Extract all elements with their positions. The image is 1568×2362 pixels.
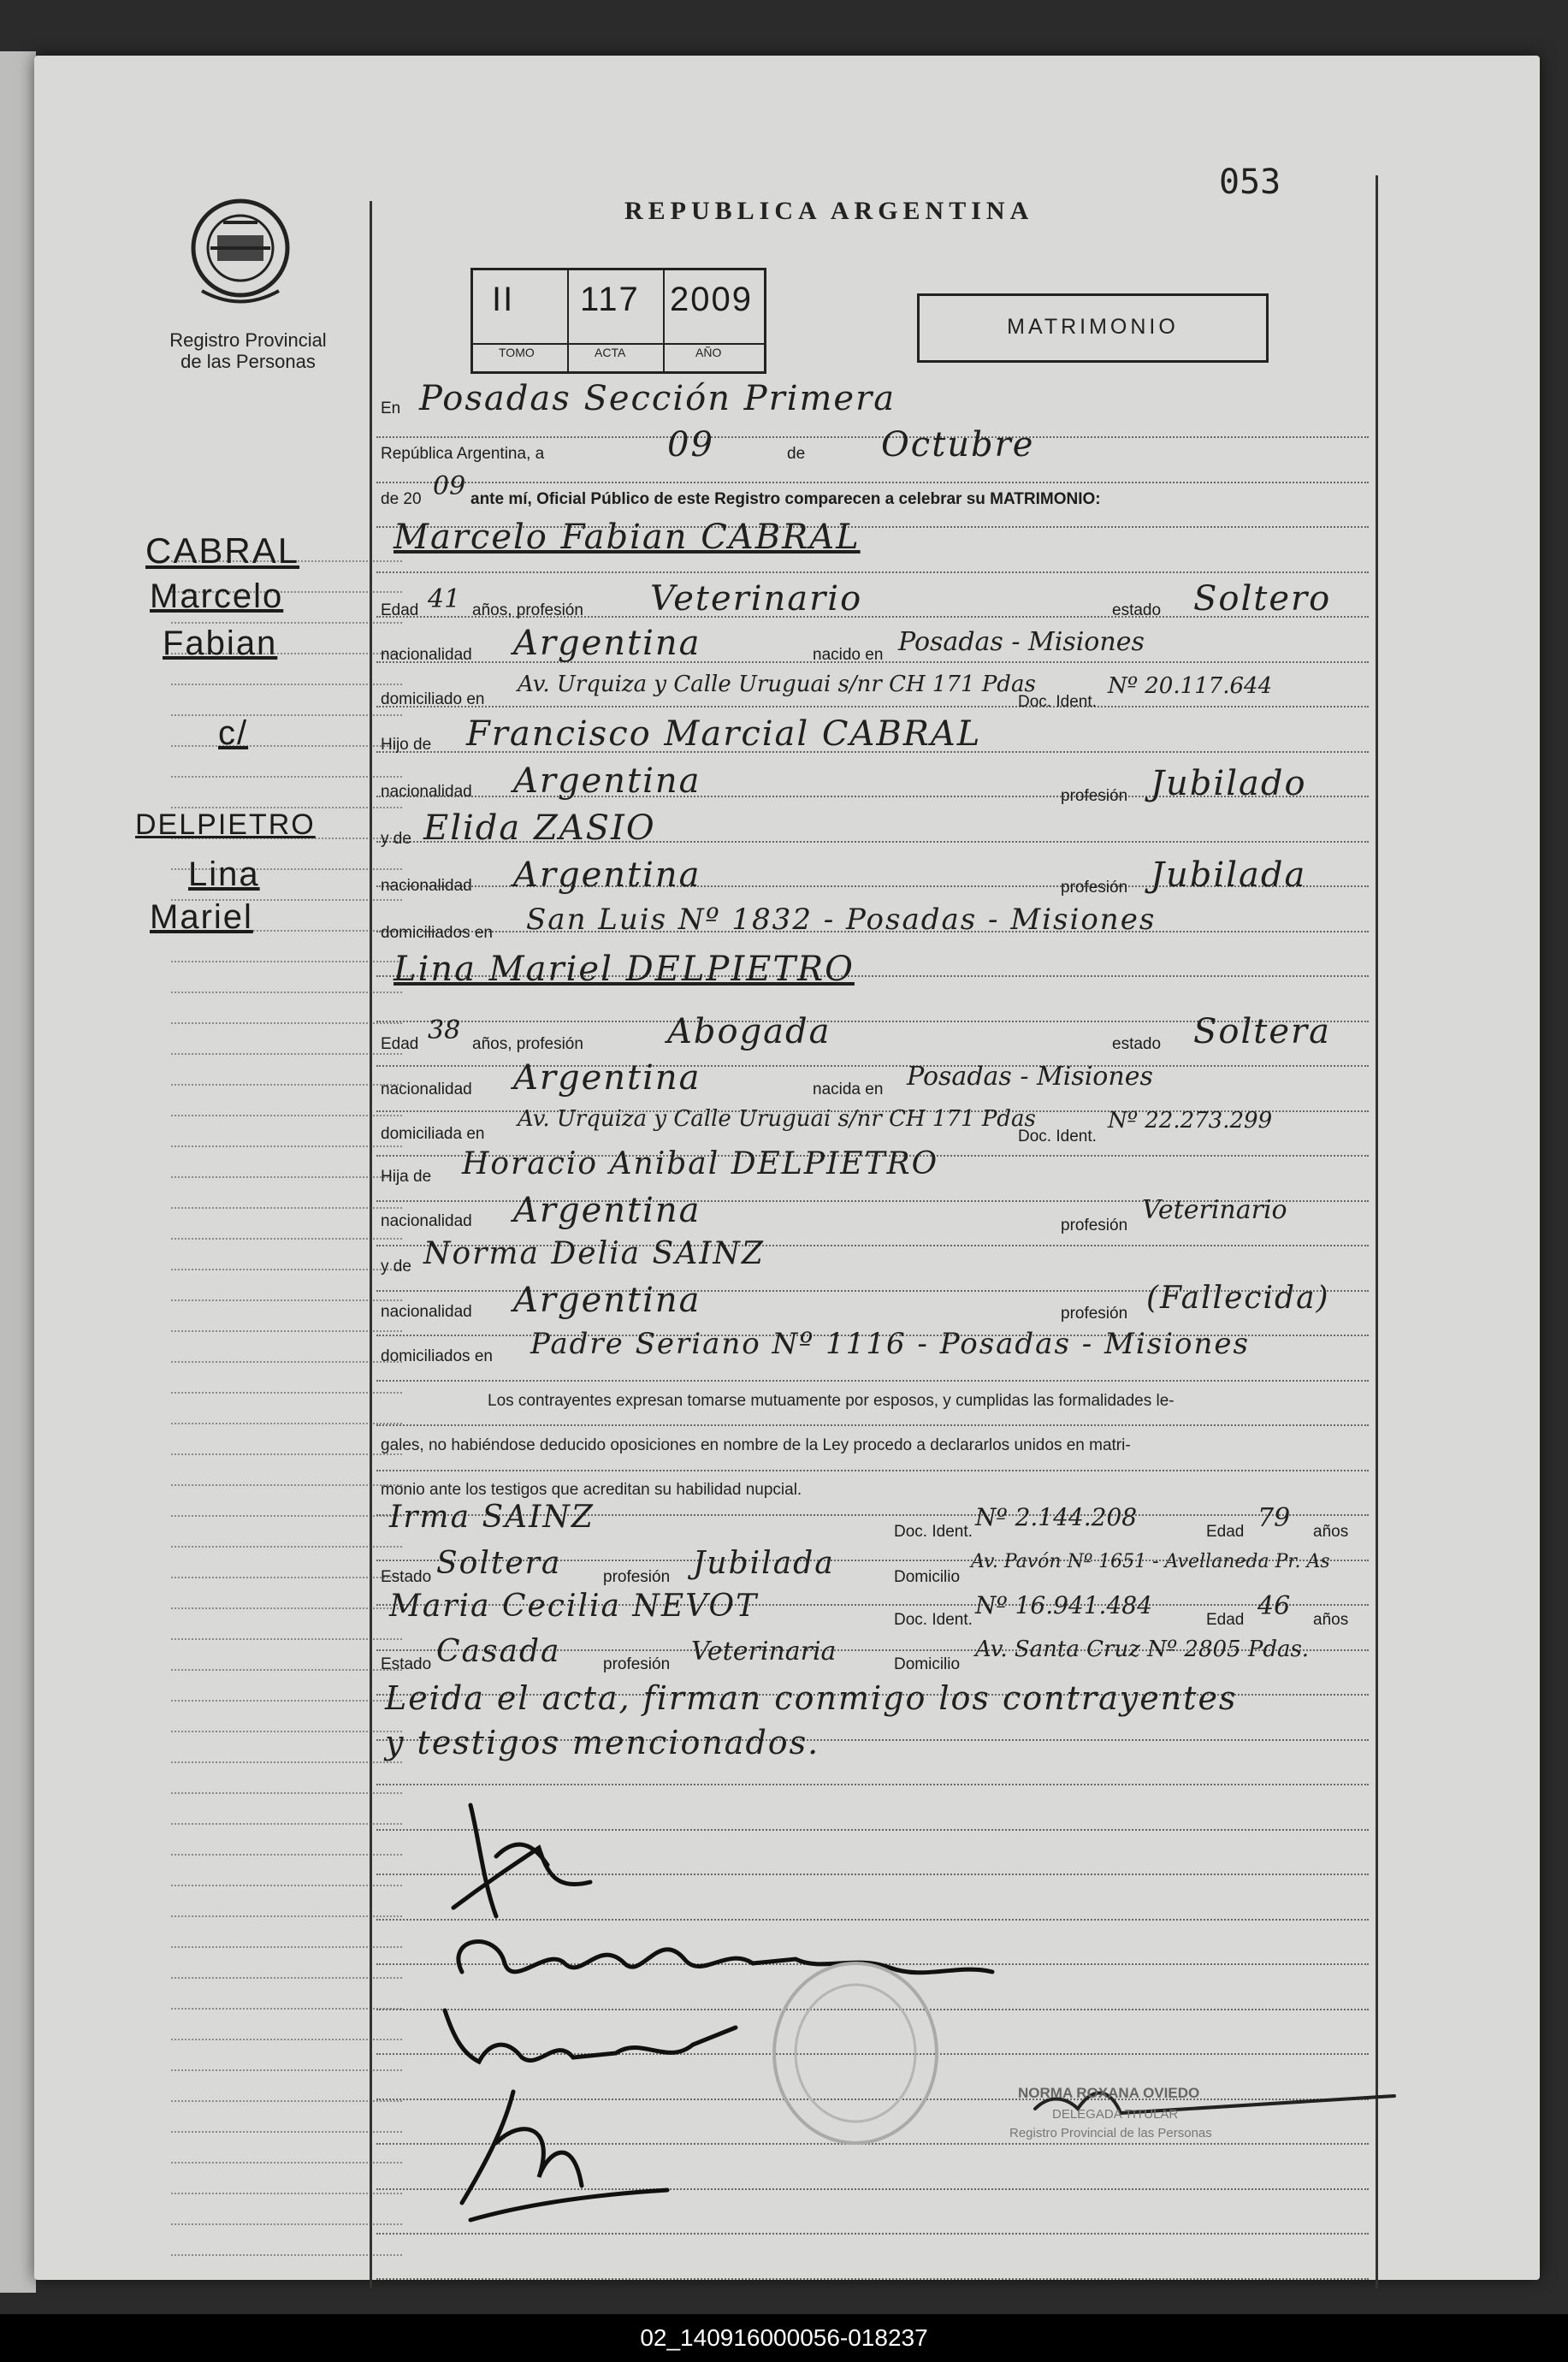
label-bride-nac: nacionalidad [381,1080,472,1098]
margin-rule [171,1731,402,1733]
label-groom-anos-prof: años, profesión [472,601,583,619]
label-hija: Hija de [381,1168,432,1186]
margin-rule [171,1577,402,1579]
margin-rule [171,2100,402,2103]
groom-name: Marcelo Fabian CABRAL [393,518,861,557]
label-groom-estado: estado [1112,601,1162,619]
label-groom-nac: nacionalidad [381,646,472,664]
label-groom-nacido: nacido en [813,646,884,664]
margin-rule [171,1053,402,1056]
record-type: MATRIMONIO [1007,315,1179,339]
margin-note-first: Marcelo [150,577,284,615]
image-footer-id: 02_140916000056-018237 [0,2314,1568,2362]
margin-rule [171,1977,402,1980]
year-value: 09 [433,471,466,501]
day-value: 09 [667,425,714,465]
margin-rule [171,992,402,994]
groom-mother-nat: Argentina [513,855,701,895]
label-bride-anos-prof: años, profesión [472,1035,583,1053]
witness1-profession: Jubilada [693,1546,835,1581]
margin-rule [171,1761,402,1764]
label-bf-nac: nacionalidad [381,1212,472,1230]
margin-note-second2: Mariel [150,898,253,936]
margin-note-surname: CABRAL [145,530,300,571]
witness2-status: Casada [436,1634,561,1669]
margin-note-surname2: DELPIETRO [135,808,316,841]
tomo-label: TOMO [499,346,535,359]
legal-line-3: monio ante los testigos que acreditan su habilidad nupcial. [381,1481,802,1499]
label-bm-prof: profesión [1061,1305,1128,1323]
witness2-name: Maria Cecilia NEVOT [389,1589,759,1624]
label-de-year: de 20 [381,490,422,508]
margin-rule [171,684,402,686]
margin-rule [171,1515,402,1518]
label-gm-nac: nacionalidad [381,877,472,895]
signature-4-icon [428,2075,684,2229]
groom-mother-prof: Jubilada [1151,855,1307,895]
witness2-profession: Veterinaria [691,1637,837,1666]
field-line [376,1424,1369,1426]
bride-father-prof: Veterinario [1142,1195,1287,1225]
legal-line-2: gales, no habiéndose deducido oposiciones en nombre de la Ley procedo a declararlos unidos en matri- [381,1436,1131,1454]
bride-born: Posadas - Misiones [907,1062,1153,1092]
official-stamp-icon [770,1959,941,2147]
label-g-doms: domiciliados en [381,924,493,942]
label-w2-edad: Edad [1206,1611,1245,1629]
margin-note-con: c/ [218,714,249,752]
closing-line-2: y testigos mencionados. [385,1724,820,1761]
label-yde-b: y de [381,1258,411,1276]
signature-3-icon [411,1985,753,2087]
bride-status: Soltera [1193,1012,1331,1051]
label-yde: y de [381,830,411,848]
anio-label: AÑO [695,346,722,359]
groom-born: Posadas - Misiones [898,627,1145,657]
margin-rule [171,1207,402,1210]
stamp-official-name: NORMA ROXANA OVIEDO [1018,2085,1200,2101]
label-w1-estado: Estado [381,1568,432,1586]
margin-rule [171,1392,402,1394]
margin-rule [171,2254,402,2257]
field-line [376,706,1369,707]
label-w2-prof: profesión [603,1655,671,1673]
margin-rule [171,1915,402,1918]
field-line [376,2233,1369,2235]
margin-rule [171,2039,402,2041]
label-w1-dom: Domicilio [894,1568,961,1586]
witness1-status: Soltera [436,1546,562,1581]
groom-status: Soltero [1193,579,1332,619]
label-w1-doc: Doc. Ident. [894,1523,973,1541]
margin-rule [171,1084,402,1086]
book-binding-edge [0,51,36,2293]
label-bf-prof: profesión [1061,1217,1128,1234]
margin-rule [171,961,402,963]
bride-father: Horacio Anibal DELPIETRO [462,1146,939,1181]
margin-rule [171,1361,402,1364]
margin-rule [171,1792,402,1795]
margin-rule [171,1669,402,1672]
tomo-value: II [492,281,515,318]
anio-value: 2009 [670,281,753,318]
bride-doc: Nº 22.273.299 [1108,1108,1273,1134]
witness2-address: Av. Santa Cruz Nº 2805 Pdas. [975,1637,1310,1662]
witness1-doc: Nº 2.144.208 [975,1503,1138,1531]
month-value: Octubre [881,425,1035,465]
field-line [376,1470,1369,1471]
groom-profession: Veterinario [650,579,863,619]
record-type-box [917,293,1269,363]
act-number-box [470,268,766,374]
label-bride-nacida: nacida en [813,1080,884,1098]
field-line [376,436,1369,438]
witness1-name: Irma SAINZ [389,1500,595,1535]
province-seal-icon [185,188,296,317]
label-w1-prof: profesión [603,1568,671,1586]
label-bride-dom: domiciliada en [381,1125,485,1143]
register-page [34,56,1540,2280]
margin-rule [171,1854,402,1856]
label-bride-doc: Doc. Ident. [1018,1128,1097,1145]
closing-line-1: Leida el acta, firman conmigo los contrayentes [385,1679,1238,1717]
label-groom-edad: Edad [381,601,419,619]
margin-rule [171,1638,402,1641]
margin-rule [171,2008,402,2010]
witness2-age: 46 [1257,1591,1291,1621]
margin-rule [171,2131,402,2134]
label-w1-anos: años [1313,1523,1349,1541]
margin-rule [171,1238,402,1240]
label-w2-estado: Estado [381,1655,432,1673]
bride-name: Lina Mariel DELPIETRO [393,950,855,989]
field-line [376,1380,1369,1382]
label-groom-dom: domiciliado en [381,690,485,708]
margin-rule [171,2069,402,2072]
groom-parents-address: San Luis Nº 1832 - Posadas - Misiones [526,903,1157,937]
margin-rule [171,1946,402,1949]
label-w1-edad: Edad [1206,1523,1245,1541]
label-hijo: Hijo de [381,736,432,754]
witness1-address: Av. Pavón Nº 1651 - Avellaneda Pr. As [971,1551,1330,1572]
registry-name: Registro Provincial de las Personas [169,329,327,372]
margin-rule [171,1423,402,1425]
margin-rule [171,2223,402,2226]
place-value: Posadas Sección Primera [419,379,896,418]
page-number: 053 [1219,163,1281,202]
margin-rule [171,1546,402,1548]
margin-rule [171,2193,402,2195]
margin-note-second: Fabian [163,625,278,662]
field-line [376,571,1369,573]
groom-mother: Elida ZASIO [423,808,656,848]
margin-rule [171,714,402,717]
margin-rule [171,1453,402,1456]
groom-nationality: Argentina [513,624,701,663]
country-title: REPUBLICA ARGENTINA [624,197,1034,225]
witness1-age: 79 [1257,1503,1291,1533]
groom-age: 41 [428,584,461,614]
label-bride-estado: estado [1112,1035,1162,1053]
bride-mother-prof: (Fallecida) [1146,1281,1330,1316]
field-line [376,2278,1369,2280]
label-gf-prof: profesión [1061,787,1128,805]
bride-age: 38 [428,1015,461,1045]
margin-rule [171,1299,402,1302]
witness2-doc: Nº 16.941.484 [975,1591,1152,1619]
label-bride-edad: Edad [381,1035,419,1053]
stamp-registry: Registro Provincial de las Personas [1009,2126,1212,2140]
margin-rule [171,1176,402,1179]
stamp-official-title: DELEGADA TITULAR [1052,2107,1179,2122]
margin-divider-line [370,201,372,2288]
acta-label: ACTA [595,346,626,359]
acta-value: 117 [580,281,640,318]
groom-doc: Nº 20.117.644 [1108,673,1273,699]
bride-parents-address: Padre Seriano Nº 1116 - Posadas - Misiones [530,1327,1250,1361]
groom-father-nat: Argentina [513,761,701,801]
label-bm-nac: nacionalidad [381,1303,472,1321]
margin-rule [171,1269,402,1271]
margin-rule [171,1823,402,1826]
label-en: En [381,400,401,417]
right-border-line [1376,175,1378,2288]
bride-mother-nat: Argentina [513,1281,701,1320]
margin-rule [171,1885,402,1887]
margin-note-first2: Lina [188,855,260,893]
field-line [376,482,1369,483]
legal-line-1: Los contrayentes expresan tomarse mutuamente por esposos, y cumplidas las formalidades le- [488,1392,1175,1410]
margin-rule [171,776,402,778]
label-w2-doc: Doc. Ident. [894,1611,973,1629]
label-de-month: de [787,445,806,463]
label-gm-prof: profesión [1061,879,1128,897]
bride-father-nat: Argentina [513,1191,701,1230]
margin-rule [171,745,402,748]
margin-rule [171,1330,402,1333]
groom-father: Francisco Marcial CABRAL [466,714,982,754]
field-line [376,1784,1369,1785]
margin-rule [171,1607,402,1610]
groom-father-prof: Jubilado [1151,764,1307,803]
margin-rule [171,1484,402,1487]
label-w2-anos: años [1313,1611,1349,1629]
bride-nationality: Argentina [513,1058,701,1098]
margin-rule [171,1115,402,1117]
margin-rule [171,1022,402,1025]
label-republica: República Argentina, a [381,445,545,463]
label-groom-doc: Doc. Ident. [1018,693,1097,711]
label-gf-nac: nacionalidad [381,783,472,801]
bride-profession: Abogada [667,1012,831,1051]
margin-rule [171,1145,402,1148]
groom-address: Av. Urquiza y Calle Uruguai s/nr CH 171 Pdas [518,672,1036,697]
bride-address: Av. Urquiza y Calle Uruguai s/nr CH 171 Pdas [518,1106,1036,1132]
label-ante-mi: ante mí, Oficial Público de este Registro comparecen a celebrar su MATRIMONIO: [470,490,1101,508]
label-b-doms: domiciliados en [381,1347,493,1365]
margin-rule [171,2162,402,2164]
margin-rule [171,1700,402,1702]
label-w2-dom: Domicilio [894,1655,961,1673]
bride-mother: Norma Delia SAINZ [423,1236,765,1271]
